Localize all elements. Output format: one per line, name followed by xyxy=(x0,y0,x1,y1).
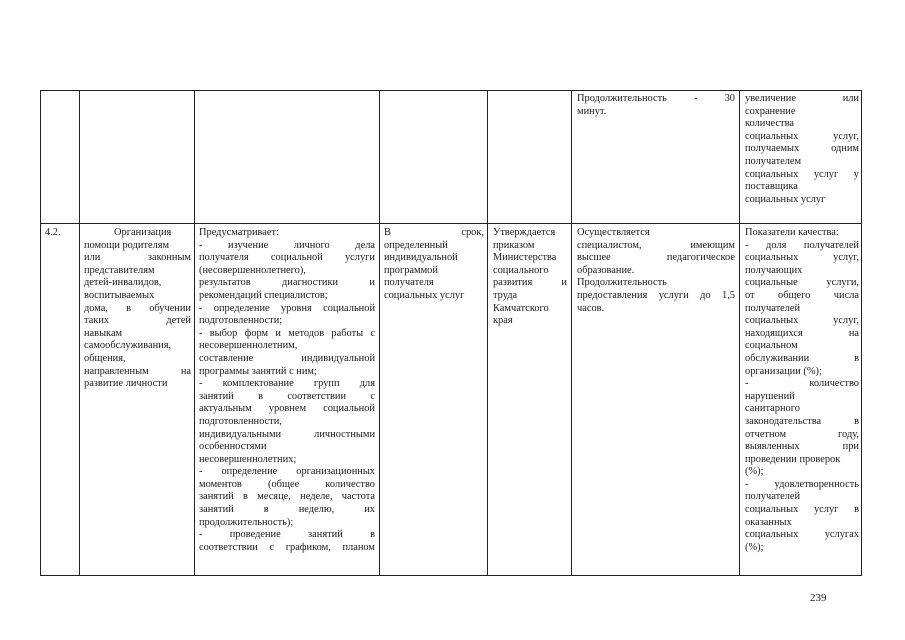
text-line: особенностями xyxy=(199,441,267,453)
text-line: минут. xyxy=(577,105,607,117)
text-line: подготовленности, xyxy=(199,415,282,427)
text-line: высшее педагогическое xyxy=(577,252,735,264)
text-line: социальных услуг, xyxy=(745,252,859,264)
text-line: получателей xyxy=(745,491,801,503)
text-line: актуальным уровнем социальной xyxy=(199,403,375,415)
text-line: края xyxy=(493,315,513,327)
text-line: социальных услуг xyxy=(384,289,465,301)
text-line: социальных услуг, xyxy=(745,130,859,142)
text-line: проведении проверок xyxy=(745,453,841,465)
text-line: направленным на xyxy=(84,365,191,377)
text-line: социальных услуг xyxy=(745,193,826,205)
text-line: - определение организационных xyxy=(199,466,375,478)
text-line: получающих xyxy=(745,264,803,276)
text-line: представителям xyxy=(84,264,155,276)
text-line: подготовленности; xyxy=(199,315,283,327)
text-line: получаемых одним xyxy=(745,143,859,155)
text-line: санитарного xyxy=(745,403,800,415)
text-line: законодательства в xyxy=(745,415,859,427)
text-line: количества xyxy=(745,118,794,130)
text-line: специалистом, имеющим xyxy=(577,239,735,251)
column-divider xyxy=(739,91,740,575)
text-line: развитие личности xyxy=(84,378,168,390)
text-line: отчетном году, xyxy=(745,428,859,440)
text-line: составление индивидуальной xyxy=(199,352,375,364)
text-line: социального xyxy=(493,264,549,276)
column-divider xyxy=(379,91,380,575)
row1-indicator-cell xyxy=(745,93,859,206)
text-line: Организация xyxy=(114,227,172,238)
text-line: самообслуживания, xyxy=(84,340,172,352)
text-line: Осуществляется xyxy=(577,227,650,238)
column-divider xyxy=(194,91,195,575)
text-line: общения, xyxy=(84,352,126,364)
text-line: Министерства xyxy=(493,252,557,264)
text-line: детей-инвалидов, xyxy=(84,277,162,289)
text-line: определенный xyxy=(384,239,448,251)
text-line: - определение уровня социальной xyxy=(199,302,375,314)
text-line: социальных услуг у xyxy=(745,168,859,180)
text-line: или законным xyxy=(84,252,191,264)
text-line: нарушений xyxy=(745,390,795,402)
text-line: обслуживании в xyxy=(745,352,859,364)
text-line: рекомендаций специалистов; xyxy=(199,289,328,301)
row2-approval-cell xyxy=(493,227,567,328)
text-line: сохранение xyxy=(745,105,796,117)
column-divider xyxy=(79,91,80,575)
text-line: Продолжительность xyxy=(577,277,667,289)
text-line: индивидуальной xyxy=(384,252,458,264)
text-line: - количество xyxy=(745,378,859,390)
text-line: - удовлетворенность xyxy=(745,478,859,490)
text-line: - выбор форм и методов работы с xyxy=(199,327,375,339)
row2-term-cell xyxy=(384,227,484,303)
text-line: Камчатского xyxy=(493,302,549,314)
text-line: поставщика xyxy=(745,181,798,193)
text-line: Предусматривает: xyxy=(199,227,279,238)
text-line: несовершеннолетним, xyxy=(199,340,298,352)
text-line: дома, в обучении xyxy=(84,302,191,314)
text-line: социальных услуг в xyxy=(745,504,859,516)
text-line: Утверждается xyxy=(493,227,556,238)
page-number: 239 xyxy=(810,592,827,604)
text-line: выявленных при xyxy=(745,441,859,453)
text-line: получателя социальной услуги xyxy=(199,252,375,264)
text-line: - проведение занятий в xyxy=(199,529,375,541)
row2-quality-cell xyxy=(745,227,859,554)
text-line: социальные услуги, xyxy=(745,277,859,289)
text-line: от общего числа xyxy=(745,289,859,301)
text-line: социальном xyxy=(745,340,798,352)
text-line: труда xyxy=(493,289,518,301)
text-line: моментов (общее количество xyxy=(199,478,375,490)
text-line: получателем xyxy=(745,155,802,167)
row2-name-cell xyxy=(84,227,191,391)
column-divider xyxy=(487,91,488,575)
text-line: часов. xyxy=(577,302,605,314)
text-line: развития и xyxy=(493,277,567,289)
text-line: воспитываемых xyxy=(84,289,155,301)
text-line: оказанных xyxy=(745,516,792,528)
text-line: организации (%); xyxy=(745,365,822,377)
text-line: помощи родителям xyxy=(84,239,170,251)
text-line: - комплектование групп для xyxy=(199,378,375,390)
text-line: результатов диагностики и xyxy=(199,277,375,289)
row1-duration-cell xyxy=(577,93,735,118)
text-line: навыкам xyxy=(84,327,123,339)
text-line: таких детей xyxy=(84,315,191,327)
text-line: соответствии с графиком, планом xyxy=(199,541,375,553)
text-line: социальных услугах xyxy=(745,529,859,541)
text-line: - доля получателей xyxy=(745,239,859,251)
text-line: образование. xyxy=(577,264,635,276)
row2-conditions-cell xyxy=(577,227,735,315)
text-line: получателей xyxy=(745,302,801,314)
text-line: занятий в соответствии с xyxy=(199,390,375,402)
text-line: (%); xyxy=(745,466,764,478)
text-line: находящихся на xyxy=(745,327,859,339)
text-line: Показатели качества: xyxy=(745,227,839,238)
column-divider xyxy=(571,91,572,575)
text-line: приказом xyxy=(493,239,535,251)
text-line: увеличение или xyxy=(745,93,859,104)
text-line: получателя xyxy=(384,277,434,289)
row-divider xyxy=(41,223,861,224)
text-line: несовершеннолетних; xyxy=(199,453,297,465)
text-line: программой xyxy=(384,264,438,276)
row-number: 4.2. xyxy=(45,227,61,238)
row2-content-cell xyxy=(199,227,375,554)
text-line: В срок, xyxy=(384,227,484,238)
text-line: индивидуальными личностными xyxy=(199,428,375,440)
text-line: (несовершеннолетнего), xyxy=(199,264,306,276)
text-line: занятий в месяце, неделе, частота xyxy=(199,491,375,503)
text-line: - изучение личного дела xyxy=(199,239,375,251)
text-line: предоставления услуги до 1,5 xyxy=(577,289,735,301)
text-line: занятий в неделю, их xyxy=(199,504,375,516)
text-line: программы занятий с ним; xyxy=(199,365,317,377)
text-line: продолжительность); xyxy=(199,516,294,528)
text-line: социальных услуг, xyxy=(745,315,859,327)
row2-number-cell xyxy=(45,227,77,240)
text-line: Продолжительность - 30 xyxy=(577,93,735,104)
text-line: (%); xyxy=(745,541,764,553)
services-table xyxy=(40,90,862,576)
